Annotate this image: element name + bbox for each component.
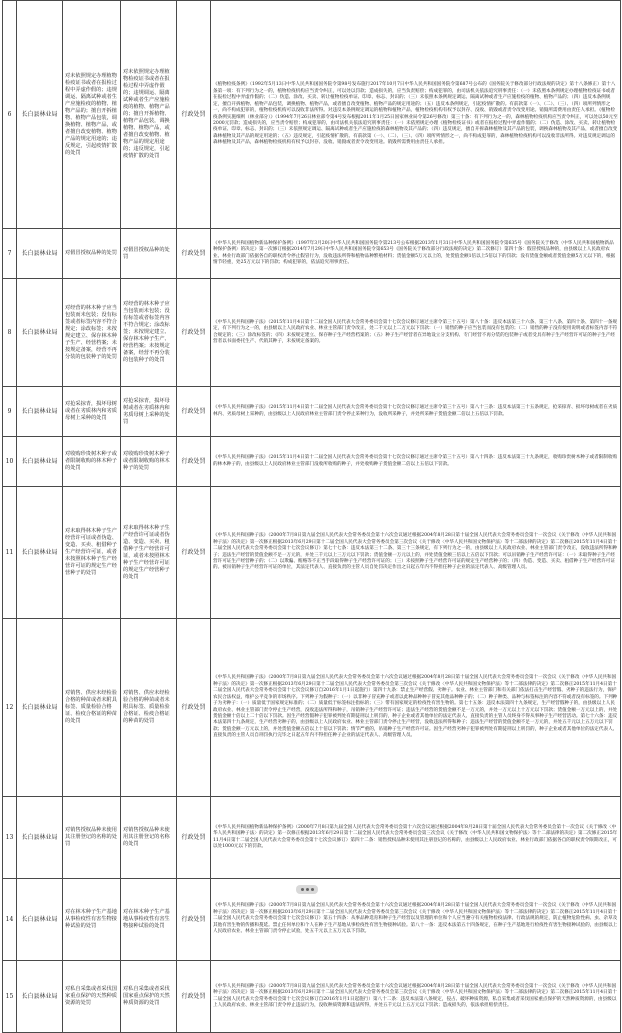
item-name-cell: 对经营的林木种子应当包装而未包装；没有标签或者标签内容不符合规定；涂改标签；未按规定建立、保存林木种子生产、经营档案；未按规定备案，经营不再分装的包装种子的处罚 — [63, 279, 121, 387]
item-name-cell: 对抢采掠青，损坏母树或者在劣质林内和劣质母树上采种的处罚 — [63, 387, 121, 437]
sub-item-name-cell: 对抢采掠青，损坏母树或者在劣质林内和劣质母树上采种的处罚 — [121, 387, 177, 437]
sub-item-name-cell: 对在林木种子生产基地从事检疫性有害生物接种试验的处罚 — [121, 879, 177, 961]
table-row — [3, 1, 621, 229]
legal-basis-cell: 《中华人民共和国种子法》（2000年7月8日第九届全国人民代表大会常务委员会第十六次会议通过根据2004年8月28日第十届全国人民代表大会常务委员会第十一次会议《关于修改〈中华人民共和国种子法〉的决定》第一次修正根据2013年6月29日第十二届全国人民代表大会常务委员会第三次会议《关于修改〈中华人民共和国文物保护法〉等十二部法律的决定》第二次修正2015年11月4日第十二届全国人民代表大会常务委员会第十七次会议修订）第五十四条：从事品种选育和种子生产经营以及管理的单位和个人应当遵守有关植物检疫法律、行政法规的规定，防止植物危险性病、虫、杂草及其他有害生物的传播和蔓延。禁止任何单位和个人在种子生产基地从事检疫性有害生物接种试验。第八十一条：违反本法第五十四条规定，在种子生产基地进行检疫性有害生物接种试验的，由县级以上人民政府农业、林业主管部门责令停止试验，处五千元以上五万元以下罚款。 — [211, 879, 621, 961]
item-name-cell: 对未取得林木种子生产经营许可证或者伪造、变造、买卖、租借种子生产经营许可证，或者未按照林木种子生产经营许可证的规定生产经营种子的处罚 — [63, 487, 121, 619]
legal-basis-cell: 《中华人民共和国植物新品种保护条例》（2000年7月8日第九届全国人民代表大会常务委员会第十六次会议通过根据2004年8月28日第十届全国人民代表大会常务委员会第十一次会议《关于修改〈中华人民共和国种子法〉的决定》第一次修正根据2013年6月29日第十二届全国人民代表大会常务委员会第三次会议《关于修改〈中华人民共和国文物保护法〉等十二部法律的决定》第二次修正2015年11月4日第十二届全国人民代表大会常务委员会第十七次会议修订）第四十二条：销售授权品种未使用其注册登记的名称的，由县级以上人民政府农业、林业行政部门依据各自的职权责令限期改正，可以处1000元以下的罚款。 — [211, 797, 621, 879]
item-name-cell: 对销售、供应未经检验合格的种苗或者未附具标签、质量检验合格证、检疫合格证的种苗的处罚 — [63, 619, 121, 797]
table-row — [3, 487, 621, 619]
row-number: 13 — [3, 797, 17, 879]
power-type-cell: 行政处罚 — [177, 961, 211, 1033]
table-row — [3, 619, 621, 797]
item-name-cell: 对未依照规定办理植物检疫证书或者在报检过程中弄虚作假的；违规调运、隔离试种或者生产应施检疫的植物、植物产品的；擅自开拆植物、植物产品包装，调换植物、植物产品，或者擅自改变植物、植物产品的规定用途的；违反规定，引起疫情扩散的处罚 — [63, 1, 121, 229]
row-number: 6 — [3, 1, 17, 229]
row-number: 7 — [3, 229, 17, 279]
power-type-cell: 行政处罚 — [177, 879, 211, 961]
item-name-cell: 对在林木种子生产基地从事检疫性有害生物接种试验的处罚 — [63, 879, 121, 961]
power-type-cell: 行政处罚 — [177, 229, 211, 279]
legal-basis-cell: 《中华人民共和国种子法》（2015年11月4日第十二届全国人民代表大会常务委员会第十七次会议修订通过主席令第三十五号）第八十条：违反本法第三十六条、第三十八条、第四十条、第四十一条规定，有下列行为之一的，由县级以上人民政府农业、林业主管部门责令改正，处二千元以上二万元以下罚款：（一）销售的种子应当包装而没有包装的；（二）销售的种子没有使用说明或者标签内容不符合规定的；（三）涂改标签的；（四）未按规定建立、保存种子生产经营档案的；（五）种子生产经营者在异地设立分支机构、专门经营不再分装的包装种子或者受具有种子生产经营许可证的种子生产经营者以书面委托生产、代销其种子，未按规定备案的。 — [211, 279, 621, 387]
table-row — [3, 229, 621, 279]
item-name-cell: 对假冒授权品种的处罚 — [63, 229, 121, 279]
power-type-cell: 行政处罚 — [177, 797, 211, 879]
row-number: 14 — [3, 879, 17, 961]
department-cell: 长白县林业局 — [17, 279, 63, 387]
department-cell: 长白县林业局 — [17, 487, 63, 619]
row-number: 10 — [3, 437, 17, 487]
page-toolbar[interactable] — [296, 885, 318, 894]
sub-item-name-cell: 对假冒授权品种的处罚 — [121, 229, 177, 279]
sub-item-name-cell: 对未取得林木种子生产经营许可证或者伪造、变造、买卖、租借种子生产经营许可证，或者未按照林木种子生产经营许可证的规定生产经营种子的处罚 — [121, 487, 177, 619]
department-cell: 长白县林业局 — [17, 879, 63, 961]
legal-basis-cell: 《中华人民共和国种子法》（2015年11月4日第十二届全国人民代表大会常务委员会第十七次会议修订通过主席令第三十五号）第八十三条：违反本法第三十五条规定，抢采掠青、损坏母树或者在劣质林内、劣质母树上采种的，由县级以上人民政府林业主管部门责令停止采种行为，没收所采种子，并处所采种子货值金额二倍以上五倍以下罚款。 — [211, 387, 621, 437]
power-type-cell: 行政处罚 — [177, 487, 211, 619]
power-type-cell: 行政处罚 — [177, 387, 211, 437]
power-type-cell: 行政处罚 — [177, 1, 211, 229]
table-row — [3, 961, 621, 1033]
table-row — [3, 797, 621, 879]
sub-item-name-cell: 对销售、供应未经检验合格的种苗或者未附具标签、质量检验合格证、检疫合格证的种苗的处罚 — [121, 619, 177, 797]
legal-basis-cell: 《中华人民共和国种子法》（2000年7月8日第九届全国人民代表大会常务委员会第十六次会议通过根据2004年8月28日第十届全国人民代表大会常务委员会第十一次会议《关于修改〈中华人民共和国种子法〉的决定》第一次修正根据2013年6月29日第十二届全国人民代表大会常务委员会第三次会议《关于修改〈中华人民共和国文物保护法〉等十二部法律的决定》第二次修正2015年11月4日第十二届全国人民代表大会常务委员会第十七次会议修订自2016年1月1日起施行）第八十二条：违反本法第八条规定，侵占、破坏种质资源，私自采集或者采伐国家重点保护的天然种质资源的，由县级以上人民政府农业、林业主管部门责令停止违法行为，没收种质资源和违法所得，并处五千元以上五万元以下罚款；造成损失的，依法承担赔偿责任。 — [211, 961, 621, 1033]
table-row — [3, 279, 621, 387]
table-row — [3, 387, 621, 437]
row-number: 8 — [3, 279, 17, 387]
table-row — [3, 437, 621, 487]
row-number: 11 — [3, 487, 17, 619]
department-cell: 长白县林业局 — [17, 387, 63, 437]
row-number: 12 — [3, 619, 17, 797]
row-number: 15 — [3, 961, 17, 1033]
legal-basis-cell: 《中华人民共和国种子法》（2000年7月8日第九届全国人民代表大会常务委员会第十六次会议通过根据2004年8月28日第十届全国人民代表大会常务委员会第十一次会议《关于修改〈中华人民共和国种子法〉的决定》第一次修正根据2013年6月29日第十二届全国人民代表大会常务委员会第三次会议《关于修改〈中华人民共和国文物保护法〉等十二部法律的决定》第二次修正2015年11月4日第十二届全国人民代表大会常务委员会第十七次会议修订自2016年1月1日起施行）第四十九条：禁止生产经营假、劣种子。农业、林业主管部门和有关部门依法打击生产经营假、劣种子的违法行为，保护农民合法权益，维护公平竞争的市场秩序。下列种子为假种子：（一）以非种子冒充种子或者以此种品种种子冒充其他品种种子的；（二）种子种类、品种与标签标注的内容不符或者没有标签的。下列种子为劣种子：（一）质量低于国家规定标准的；（二）质量低于标签标注指标的；（三）带有国家规定的检疫性有害生物的。第七十五条：违反本法第四十九条规定，生产经营假种子的，由县级以上人民政府农业、林业主管部门责令停止生产经营，没收违法所得和种子，吊销种子生产经营许可证；违法生产经营的货值金额不足一万元的，并处一万元以上十万元以下罚款；货值金额一万元以上的，并处货值金额十倍以上二十倍以下罚款。因生产经营假种子犯罪被判处有期徒刑以上刑罚的，种子企业或者其他单位的法定代表人、直接负责的主管人员终身不得从事种子生产经营活动。第七十六条：违反本法第四十九条规定，生产经营劣种子的，由县级以上人民政府农业、林业主管部门责令停止生产经营，没收违法所得和种子；违法生产经营的货值金额不足一万元的，并处五千元以上五万元以下罚款；货值金额一万元以上的，并处货值金额五倍以上十倍以下罚款；情节严重的，吊销种子生产经营许可证。因生产经营劣种子犯罪被判处有期徒刑以上刑罚的，种子企业或者其他单位的法定代表人、直接负责的主管人员自刑罚执行完毕之日起五年内不得担任种子企业的法定代表人、高级管理人员。 — [211, 619, 621, 797]
department-cell: 长白县林业局 — [17, 229, 63, 279]
sub-item-name-cell: 对销售授权品种未使用其注册登记的名称的处罚 — [121, 797, 177, 879]
table-body — [3, 1, 621, 1033]
more-dot-icon — [301, 888, 304, 891]
more-dot-icon — [306, 888, 309, 891]
department-cell: 长白县林业局 — [17, 797, 63, 879]
department-cell: 长白县林业局 — [17, 619, 63, 797]
legal-basis-cell: 《中华人民共和国种子法》（2015年11月4日第十二届全国人民代表大会常务委员会第十七次会议修订通过主席令第三十五号）第八十四条：违反本法第三十九条规定，收购珍贵树木种子或者限制收购的林木种子的，由县级以上人民政府林业主管部门没收所收购的种子，并处收购种子货值金额二倍以上五倍以下罚款。 — [211, 437, 621, 487]
power-type-cell: 行政处罚 — [177, 279, 211, 387]
sub-item-name-cell: 对收购珍贵树木种子或者限制收购的林木种子的处罚 — [121, 437, 177, 487]
item-name-cell: 对私自采集或者采伐国家重点保护的天然种质资源的处罚 — [63, 961, 121, 1033]
sub-item-name-cell: 对未依照规定办理植物检疫证书或者在报检过程中弄虚作假的；违规调运、隔离试种或者生产应施检疫的植物、植物产品的；擅自开拆植物、植物产品包装，调换植物、植物产品，或者擅自改变植物、植物产品的规定用途的；违反规定，引起疫情扩散的处罚 — [121, 1, 177, 229]
legal-basis-cell: 《中华人民共和国植物新品种保护条例》（1997年3月20日中华人民共和国国务院令第213号公布根据2013年1月31日中华人民共和国国务院令第635号《国务院关于修改〈中华人民共和国植物新品种保护条例〉的决定》第一次修订根据2014年7月29日中华人民共和国国务院令第653号《国务院关于修改部分行政法规的决定》第二次修订）第四十条：假冒授权品种的，由县级以上人民政府农业、林业行政部门依据各自的职权责令停止假冒行为，没收违法所得和植物品种繁殖材料；货值金额5万元以上的，处货值金额1倍以上5倍以下的罚款；没有货值金额或者货值金额5万元以下的，根据情节轻重，处25万元以下的罚款；构成犯罪的，依法追究刑事责任。 — [211, 229, 621, 279]
item-name-cell: 对收购珍贵树木种子或者限制收购的林木种子的处罚 — [63, 437, 121, 487]
department-cell: 长白县林业局 — [17, 437, 63, 487]
department-cell: 长白县林业局 — [17, 961, 63, 1033]
power-list-table — [2, 0, 621, 1033]
legal-basis-cell: 《中华人民共和国种子法》（2000年7月8日第九届全国人民代表大会常务委员会第十六次会议通过根据2004年8月28日第十届全国人民代表大会常务委员会第十一次会议《关于修改〈中华人民共和国种子法〉的决定》第一次修正根据2013年6月29日第十二届全国人民代表大会常务委员会第三次会议《关于修改〈中华人民共和国文物保护法〉等十二部法律的决定》第二次修正2015年11月4日第十二届全国人民代表大会常务委员会第十七次会议修订）第七十七条：违反本法第三十二条、第三十三条规定，有下列行为之一的，由县级以上人民政府农业、林业主管部门责令改正，没收违法所得和种子；违法生产经营的货值金额不足一万元的，并处三千元以上三万元以下罚款；货值金额一万元以上的，并处货值金额三倍以上五倍以下罚款；可以吊销种子生产经营许可证：（一）未取得种子生产经营许可证生产经营种子的；（二）以欺骗、贿赂等不正当手段取得种子生产经营许可证的；（三）未按照种子生产经营许可证的规定生产经营种子的；（四）伪造、变造、买卖、租借种子生产经营许可证的。被吊销种子生产经营许可证的单位，其法定代表人、直接负责的主管人员自处罚决定作出之日起五年内不得担任种子企业的法定代表人、高级管理人员。 — [211, 487, 621, 619]
sub-item-name-cell: 对经营的林木种子应当包装而未包装；没有标签或者标签内容不符合规定；涂改标签；未按规定建立、保存林木种子生产、经营档案；未按规定备案，经营不再分装的包装种子的处罚 — [121, 279, 177, 387]
power-type-cell: 行政处罚 — [177, 437, 211, 487]
more-dot-icon — [311, 888, 314, 891]
item-name-cell: 对销售授权品种未使用其注册登记的名称的处罚 — [63, 797, 121, 879]
department-cell: 长白县林业局 — [17, 1, 63, 229]
row-number: 9 — [3, 387, 17, 437]
sub-item-name-cell: 对私自采集或者采伐国家重点保护的天然种质资源的处罚 — [121, 961, 177, 1033]
power-type-cell: 行政处罚 — [177, 619, 211, 797]
legal-basis-cell: 《植物检疫条例》（1992年5月13日中华人民共和国国务院令第98号发布施行2017年10月7日中华人民共和国国务院令第687号公布的《国务院关于修改部分行政法规的决定》第十八条修正）第十八条第一项：有下列行为之一的，植物检疫机构应当责令纠正，可以处以罚款；造成损失的，应当负责赔偿；构成犯罪的，由司法机关依法追究刑事责任：（一）未依照本条例规定办理植物检疫证书或者在报检过程中弄虚作假的；（二）伪造、涂改、买卖、转让植物检疫单证、印章、标志、封识的；（三）未依照本条例规定调运、隔离试种或者生产应施检疫的植物、植物产品的；（四）违反本条例规定，擅自开拆植物、植物产品包装，调换植物、植物产品，或者擅自改变植物、植物产品的规定用途的；（五）违反本条例规定，引起疫情扩散的。有前款第（一）、（二）、（三）、（四）项所列情形之一，尚不构成犯罪的，植物检疫机构可以没收非法所得。对违反本条例规定调运的植物和植物产品，植物检疫机构有权予以封存、没收、销毁或者责令改变用途。销毁所需费用由责任人承担。《植物检疫条例实施细则（林业部分）》（1994年7月26日林业部令第4号发布根据2011年1月25日国家林业局令第26号修改）第三十条：有下列行为之一的，森林植物检疫机构应当责令纠正，可以处以50元至2000元罚款；造成损失的，应当责令赔偿；构成犯罪的，由司法机关依法追究刑事责任：（一）未依照规定办理《植物检疫证书》或者在报检过程中弄虚作假的；（二）伪造、涂改、买卖、转让植物检疫单证、印章、标志、封识的；（三）未依照规定调运、隔离试种或者生产应施检疫的森林植物及其产品的；（四）违反规定，擅自开拆森林植物及其产品的包装，调换森林植物及其产品，或者擅自改变森林植物及其产品的规定用途的；（五）违反规定，引起疫情扩散的。有前款第（一）、（二）、（三）、（四）项所列情形之一，尚不构成犯罪的，森林植物检疫机构可以没收非法所得。对违反规定调运的森林植物及其产品，森林植物检疫机构有权予以封存、没收、销毁或者责令改变用途。销毁所需费用由责任人承担。 — [211, 1, 621, 229]
